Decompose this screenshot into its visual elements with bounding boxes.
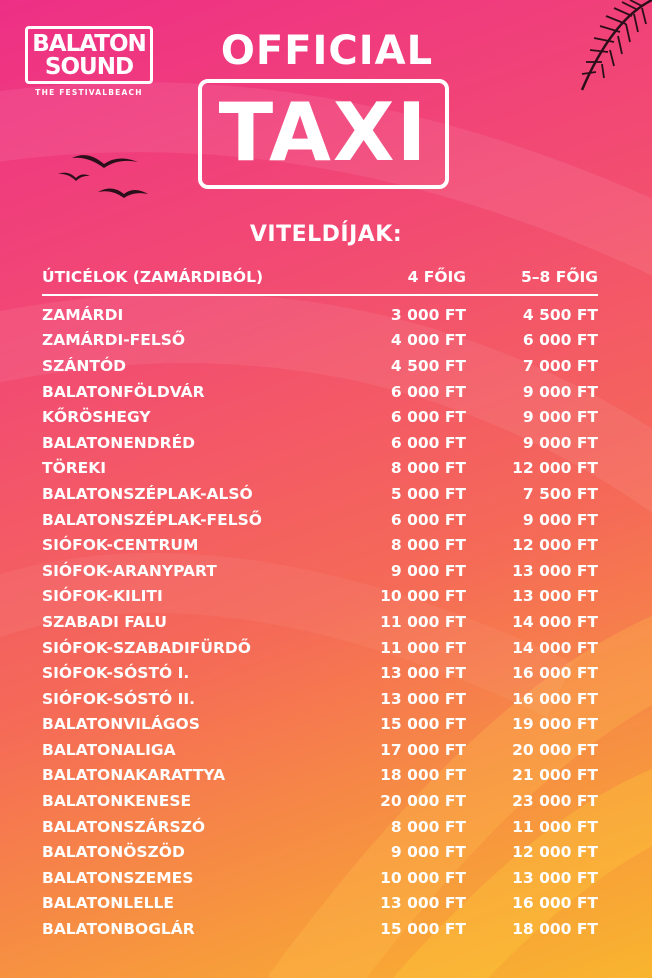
price-large-cell: 4 500 FT bbox=[522, 305, 598, 324]
header-price-large: 5–8 FŐIG bbox=[521, 268, 598, 286]
price-large-cell: 19 000 FT bbox=[512, 715, 598, 734]
price-small-cell: 8 000 FT bbox=[390, 536, 466, 555]
price-small-cell: 4 500 FT bbox=[390, 356, 466, 375]
price-large-cell: 7 000 FT bbox=[522, 356, 598, 375]
logo-box bbox=[25, 26, 153, 84]
destination-cell: SZÁNTÓD bbox=[42, 356, 126, 375]
destination-cell: SIÓFOK-SÓSTÓ I. bbox=[42, 664, 190, 683]
price-small-cell: 9 000 FT bbox=[390, 561, 466, 580]
table-row bbox=[42, 686, 598, 712]
price-large-cell: 12 000 FT bbox=[512, 459, 598, 478]
price-large-cell: 11 000 FT bbox=[512, 817, 598, 836]
table-row bbox=[42, 737, 598, 763]
table-row bbox=[42, 328, 598, 354]
price-large-cell: 20 000 FT bbox=[512, 740, 598, 759]
price-small-cell: 6 000 FT bbox=[390, 510, 466, 529]
price-large-cell: 14 000 FT bbox=[512, 638, 598, 657]
price-small-cell: 10 000 FT bbox=[380, 868, 466, 887]
table-row bbox=[42, 507, 598, 533]
destination-cell: BALATONSZEMES bbox=[42, 868, 194, 887]
destination-cell: SIÓFOK-SÓSTÓ II. bbox=[42, 689, 196, 708]
destination-cell: BALATONALIGA bbox=[42, 740, 176, 759]
logo-line-2: SOUND bbox=[44, 54, 134, 80]
price-small-cell: 3 000 FT bbox=[390, 305, 466, 324]
price-large-cell: 9 000 FT bbox=[522, 382, 598, 401]
price-large-cell: 13 000 FT bbox=[512, 587, 598, 606]
taxi-title: TAXI bbox=[218, 86, 429, 179]
price-small-cell: 13 000 FT bbox=[380, 689, 466, 708]
price-large-cell: 7 500 FT bbox=[522, 484, 598, 503]
table-row bbox=[42, 891, 598, 917]
table-row bbox=[42, 379, 598, 405]
palm-leaf-icon bbox=[572, 0, 652, 96]
price-small-cell: 10 000 FT bbox=[380, 587, 466, 606]
price-small-cell: 4 000 FT bbox=[390, 331, 466, 350]
price-large-cell: 12 000 FT bbox=[512, 843, 598, 862]
price-large-cell: 18 000 FT bbox=[512, 920, 598, 939]
destination-cell: BALATONVILÁGOS bbox=[42, 715, 200, 734]
taxi-title-box bbox=[198, 79, 449, 189]
price-small-cell: 6 000 FT bbox=[390, 408, 466, 427]
table-row bbox=[42, 916, 598, 942]
price-small-cell: 11 000 FT bbox=[380, 612, 466, 631]
price-small-cell: 8 000 FT bbox=[390, 817, 466, 836]
table-row bbox=[42, 609, 598, 635]
birds-icon bbox=[58, 150, 150, 206]
logo-tagline: THE FESTIVALBEACH bbox=[35, 88, 143, 97]
price-large-cell: 13 000 FT bbox=[512, 868, 598, 887]
price-small-cell: 5 000 FT bbox=[390, 484, 466, 503]
price-large-cell: 14 000 FT bbox=[512, 612, 598, 631]
destination-cell: BALATONBOGLÁR bbox=[42, 920, 195, 939]
destination-cell: SIÓFOK-KILITI bbox=[42, 587, 163, 606]
table-row bbox=[42, 814, 598, 840]
destination-cell: BALATONKENESE bbox=[42, 792, 192, 811]
destination-cell: SIÓFOK-ARANYPART bbox=[42, 561, 217, 580]
header-price-small: 4 FŐIG bbox=[407, 268, 466, 286]
festival-logo bbox=[24, 26, 154, 98]
price-large-cell: 16 000 FT bbox=[512, 664, 598, 683]
price-large-cell: 12 000 FT bbox=[512, 536, 598, 555]
destination-cell: SIÓFOK-SZABADIFÜRDŐ bbox=[42, 638, 251, 657]
price-small-cell: 20 000 FT bbox=[380, 792, 466, 811]
table-row bbox=[42, 481, 598, 507]
price-small-cell: 6 000 FT bbox=[390, 433, 466, 452]
destination-cell: BALATONSZÉPLAK-ALSÓ bbox=[42, 484, 253, 503]
table-row bbox=[42, 456, 598, 482]
destination-cell: BALATONLELLE bbox=[42, 894, 175, 913]
price-large-cell: 9 000 FT bbox=[522, 408, 598, 427]
header-destination: ÚTICÉLOK (ZAMÁRDIBÓL) bbox=[42, 268, 264, 286]
price-large-cell: 13 000 FT bbox=[512, 561, 598, 580]
table-row bbox=[42, 839, 598, 865]
destination-cell: SZABADI FALU bbox=[42, 612, 167, 631]
price-small-cell: 15 000 FT bbox=[380, 715, 466, 734]
price-small-cell: 9 000 FT bbox=[390, 843, 466, 862]
price-small-cell: 8 000 FT bbox=[390, 459, 466, 478]
table-row bbox=[42, 660, 598, 686]
table-row bbox=[42, 302, 598, 328]
price-large-cell: 9 000 FT bbox=[522, 510, 598, 529]
table-row bbox=[42, 788, 598, 814]
price-small-cell: 6 000 FT bbox=[390, 382, 466, 401]
price-small-cell: 13 000 FT bbox=[380, 894, 466, 913]
destination-cell: TÖREKI bbox=[42, 459, 107, 478]
destination-cell: BALATONENDRÉD bbox=[42, 433, 196, 452]
price-large-cell: 16 000 FT bbox=[512, 894, 598, 913]
price-small-cell: 17 000 FT bbox=[380, 740, 466, 759]
price-small-cell: 18 000 FT bbox=[380, 766, 466, 785]
logo-line-1: BALATON bbox=[32, 31, 146, 57]
table-row bbox=[42, 584, 598, 610]
official-label: OFFICIAL bbox=[220, 28, 434, 74]
table-row bbox=[42, 865, 598, 891]
price-large-cell: 6 000 FT bbox=[522, 331, 598, 350]
fare-table-header bbox=[42, 266, 598, 296]
destination-cell: ZAMÁRDI bbox=[42, 305, 124, 324]
table-row bbox=[42, 353, 598, 379]
fares-heading: VITELDÍJAK: bbox=[249, 222, 403, 247]
price-large-cell: 21 000 FT bbox=[512, 766, 598, 785]
fare-table-body bbox=[42, 302, 598, 942]
table-row bbox=[42, 532, 598, 558]
price-large-cell: 16 000 FT bbox=[512, 689, 598, 708]
destination-cell: BALATONSZÁRSZÓ bbox=[42, 817, 206, 836]
table-row bbox=[42, 404, 598, 430]
destination-cell: KŐRÖSHEGY bbox=[42, 408, 151, 427]
table-row bbox=[42, 712, 598, 738]
table-row bbox=[42, 430, 598, 456]
destination-cell: BALATONAKARATTYA bbox=[42, 766, 226, 785]
price-small-cell: 13 000 FT bbox=[380, 664, 466, 683]
destination-cell: SIÓFOK-CENTRUM bbox=[42, 536, 199, 555]
destination-cell: BALATONÖSZÖD bbox=[42, 843, 185, 862]
price-large-cell: 23 000 FT bbox=[512, 792, 598, 811]
price-small-cell: 15 000 FT bbox=[380, 920, 466, 939]
destination-cell: ZAMÁRDI-FELSŐ bbox=[42, 331, 186, 350]
price-small-cell: 11 000 FT bbox=[380, 638, 466, 657]
price-large-cell: 9 000 FT bbox=[522, 433, 598, 452]
table-row bbox=[42, 635, 598, 661]
fare-table bbox=[42, 266, 598, 942]
table-row bbox=[42, 763, 598, 789]
destination-cell: BALATONSZÉPLAK-FELSŐ bbox=[42, 510, 262, 529]
destination-cell: BALATONFÖLDVÁR bbox=[42, 382, 205, 401]
table-row bbox=[42, 558, 598, 584]
